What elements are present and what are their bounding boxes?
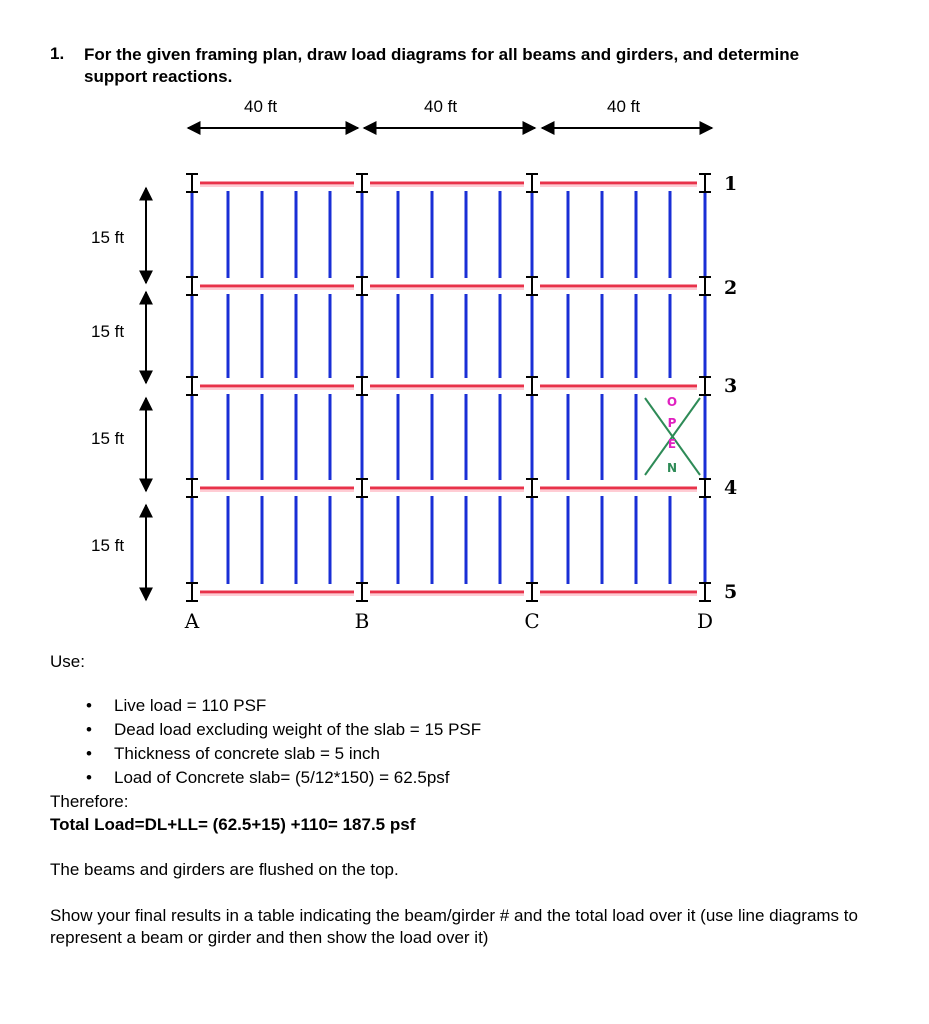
bullet-dead-load: • Dead load excluding weight of the slab = 15 PSF <box>82 718 481 742</box>
girders-layer <box>200 183 697 595</box>
bullet-slab-load: • Load of Concrete slab= (5/12*150) = 62.5psf <box>82 766 481 790</box>
bullet-slab-thickness: • Thickness of concrete slab = 5 inch <box>82 742 481 766</box>
left-dimension-3: 15 ft <box>91 429 125 448</box>
column-C2 <box>526 277 538 295</box>
question-text: For the given framing plan, draw load diagrams for all beams and girders, and determine support reactions. <box>84 45 800 86</box>
column-A4 <box>186 479 198 497</box>
column-D1 <box>699 174 711 192</box>
column-C1 <box>526 174 538 192</box>
column-D2 <box>699 277 711 295</box>
column-B1 <box>356 174 368 192</box>
left-dimension-1: 15 ft <box>91 228 125 247</box>
column-A3 <box>186 377 198 395</box>
column-label-D: D <box>696 609 714 633</box>
open-letter-N: N <box>666 461 678 475</box>
column-label-C: C <box>524 609 540 633</box>
therefore-label: Therefore: <box>50 792 129 811</box>
column-B4 <box>356 479 368 497</box>
open-letter-P: P <box>667 416 677 430</box>
left-dimension-2: 15 ft <box>91 322 125 341</box>
column-label-A: A <box>184 609 200 633</box>
open-area-mark <box>645 395 700 475</box>
dimension-arrows <box>146 128 712 600</box>
top-dimension-1: 40 ft <box>244 97 278 116</box>
column-D4 <box>699 479 711 497</box>
open-letter-E: E <box>667 437 677 451</box>
bullet-live-load: • Live load = 110 PSF <box>82 694 481 718</box>
column-A2 <box>186 277 198 295</box>
use-label: Use: <box>50 652 85 671</box>
load-list <box>82 694 481 790</box>
total-load: Total Load=DL+LL= (62.5+15) +110= 187.5 psf <box>50 815 416 834</box>
top-dimension-2: 40 ft <box>424 97 458 116</box>
column-label-B: B <box>354 609 370 633</box>
column-A5 <box>186 583 198 601</box>
row-label-3: 3 <box>724 375 738 397</box>
row-label-2: 2 <box>724 277 738 299</box>
row-label-1: 1 <box>724 173 738 195</box>
row-label-4: 4 <box>724 477 738 499</box>
left-dimension-4: 15 ft <box>91 536 125 555</box>
top-dimension-3: 40 ft <box>607 97 641 116</box>
column-B2 <box>356 277 368 295</box>
grid-labels <box>184 173 737 633</box>
show-note: Show your final results in a table indicating the beam/girder # and the total load over it (use line diagrams to represent a beam or girder and then show the load over it) <box>50 906 858 947</box>
column-D3 <box>699 377 711 395</box>
question-number: 1. <box>50 44 65 63</box>
column-D5 <box>699 583 711 601</box>
open-letter-O: O <box>666 395 678 409</box>
column-C4 <box>526 479 538 497</box>
column-A1 <box>186 174 198 192</box>
column-C3 <box>526 377 538 395</box>
column-B3 <box>356 377 368 395</box>
column-B5 <box>356 583 368 601</box>
column-C5 <box>526 583 538 601</box>
flush-note: The beams and girders are flushed on the top. <box>50 860 399 879</box>
row-label-5: 5 <box>724 581 738 603</box>
